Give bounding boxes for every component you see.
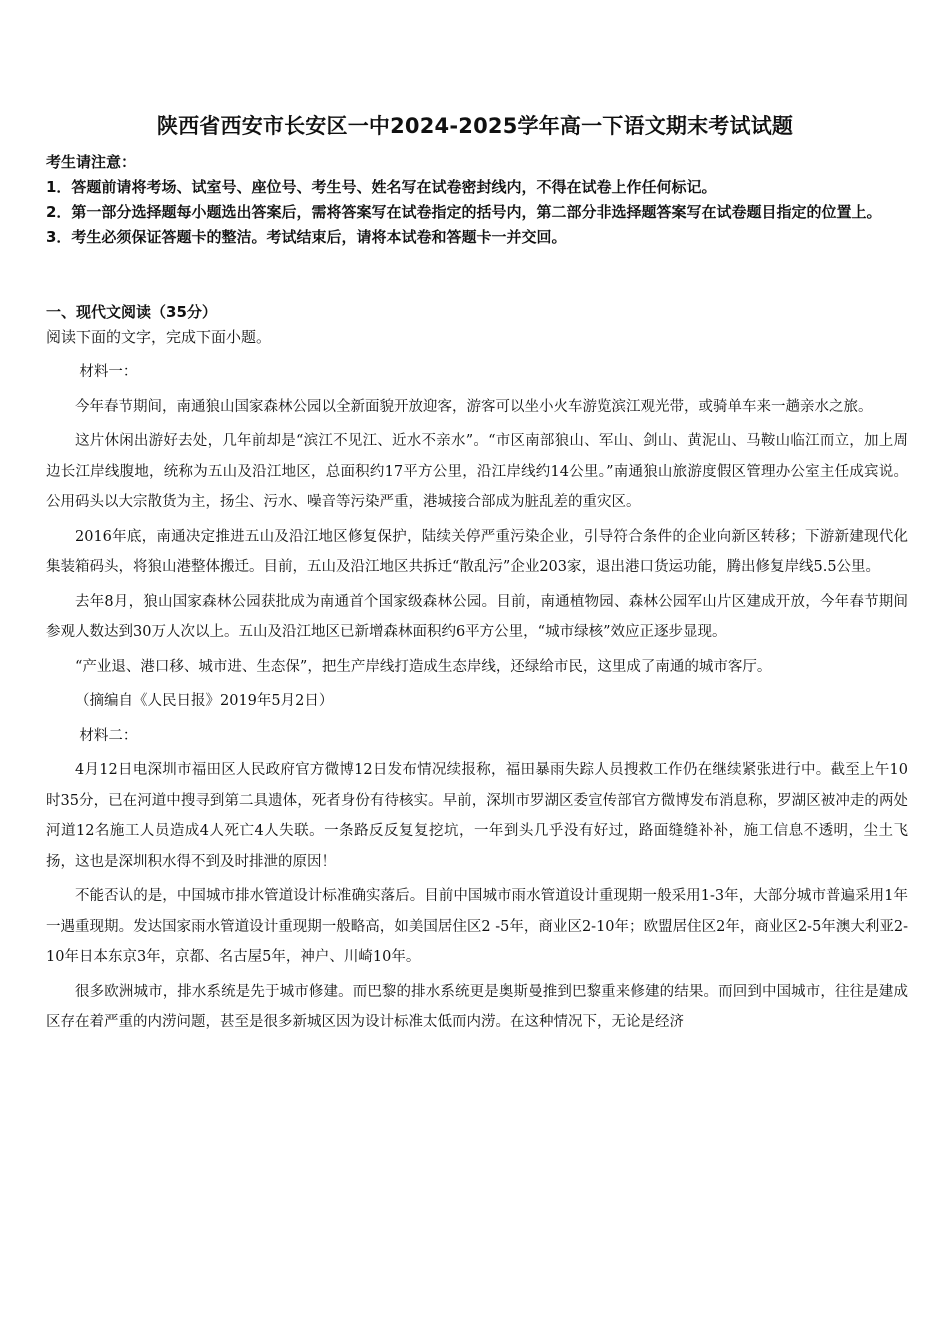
paragraph: 2016年底，南通决定推进五山及沿江地区修复保护，陆续关停严重污染企业，引导符合条件的企业向新区转移；下游新建现代化集装箱码头，将狼山港整体搬迁。目前，五山及沿江地区共拆迁“散乱污”企业203家，退出港口货运功能，腾出修复岸线5.5公里。 xyxy=(46,528,908,575)
section-heading: 一、现代文阅读（35分） xyxy=(46,303,217,321)
material-label: 材料一： xyxy=(79,364,138,380)
page-title: 陕西省西安市长安区一中2024-2025学年高一下语文期末考试试题 xyxy=(156,114,794,138)
paragraph: “产业退、港口移、城市进、生态保”，把生产岸线打造成生态岸线，还绿给市民，这里成了南通的城市客厅。 xyxy=(75,658,772,675)
notice-item: 2．第一部分选择题每小题选出答案后，需将答案写在试卷指定的括号内，第二部分非选择题答案写在试卷题目指定的位置上。 xyxy=(46,203,882,221)
paragraph: 不能否认的是，中国城市排水管道设计标准确实落后。目前中国城市雨水管道设计重现期一般采用1-3年，大部分城市普遍采用1年一遇重现期。发达国家雨水管道设计重现期一般略高，如美国居住区2 -5年，商业区2-10年；欧盟居住区2年，商业区2-5年澳大利亚2-10年日本东京3年，京都、名古屋5年，神户、川崎10年。 xyxy=(46,888,908,965)
paragraph: 很多欧洲城市，排水系统是先于城市修建。而巴黎的排水系统更是奥斯曼推到巴黎重来修建的结果。而回到中国城市，往往是建成区存在着严重的内涝问题，甚至是很多新城区因为设计标准太低而内涝。在这种情况下，无论是经济 xyxy=(46,983,908,1030)
paragraph: 这片休闲出游好去处，几年前却是“滨江不见江、近水不亲水”。“市区南部狼山、军山、剑山、黄泥山、马鞍山临江而立，加上周边长江岸线腹地，统称为五山及沿江地区，总面积约17平方公里，沿江岸线约14公里。”南通狼山旅游度假区管理办公室主任成宾说。公用码头以大宗散货为主，扬尘、污水、噪音等污染严重，港城接合部成为脏乱差的重灾区。 xyxy=(46,433,908,510)
notice-heading: 考生请注意： xyxy=(46,153,137,171)
paragraph: 去年8月，狼山国家森林公园获批成为南通首个国家级森林公园。目前，南通植物园、森林公园军山片区建成开放，今年春节期间参观人数达到30万人次以上。五山及沿江地区已新增森林面积约6平方公里，“城市绿核”效应正逐步显现。 xyxy=(46,593,908,640)
reading-passage xyxy=(46,357,908,1042)
source-citation: （摘编自《人民日报》2019年5月2日） xyxy=(75,693,334,709)
section-instruction: 阅读下面的文字，完成下面小题。 xyxy=(46,328,272,346)
material-label: 材料二： xyxy=(79,727,138,744)
notice-item: 3．考生必须保证答题卡的整洁。考试结束后，请将本试卷和答题卡一并交回。 xyxy=(46,228,567,246)
paragraph: 今年春节期间，南通狼山国家森林公园以全新面貌开放迎客，游客可以坐小火车游览滨江观光带，或骑单车来一趟亲水之旅。 xyxy=(75,398,873,415)
paragraph: 4月12日电深圳市福田区人民政府官方微博12日发布情况续报称，福田暴雨失踪人员搜救工作仍在继续紧张进行中。截至上午10时35分，已在河道中搜寻到第二具遗体，死者身份有待核实。早前，深圳市罗湖区委宣传部官方微博发布消息称，罗湖区被冲走的两处河道12名施工人员造成4人死亡4人失联。一条路反反复复挖坑，一年到头几乎没有好过，路面缝缝补补，施工信息不透明，尘土飞扬，这也是深圳积水得不到及时排泄的原因！ xyxy=(46,762,908,870)
candidate-notice xyxy=(46,150,906,250)
notice-item: 1．答题前请将考场、试室号、座位号、考生号、姓名写在试卷密封线内，不得在试卷上作任何标记。 xyxy=(46,178,717,196)
